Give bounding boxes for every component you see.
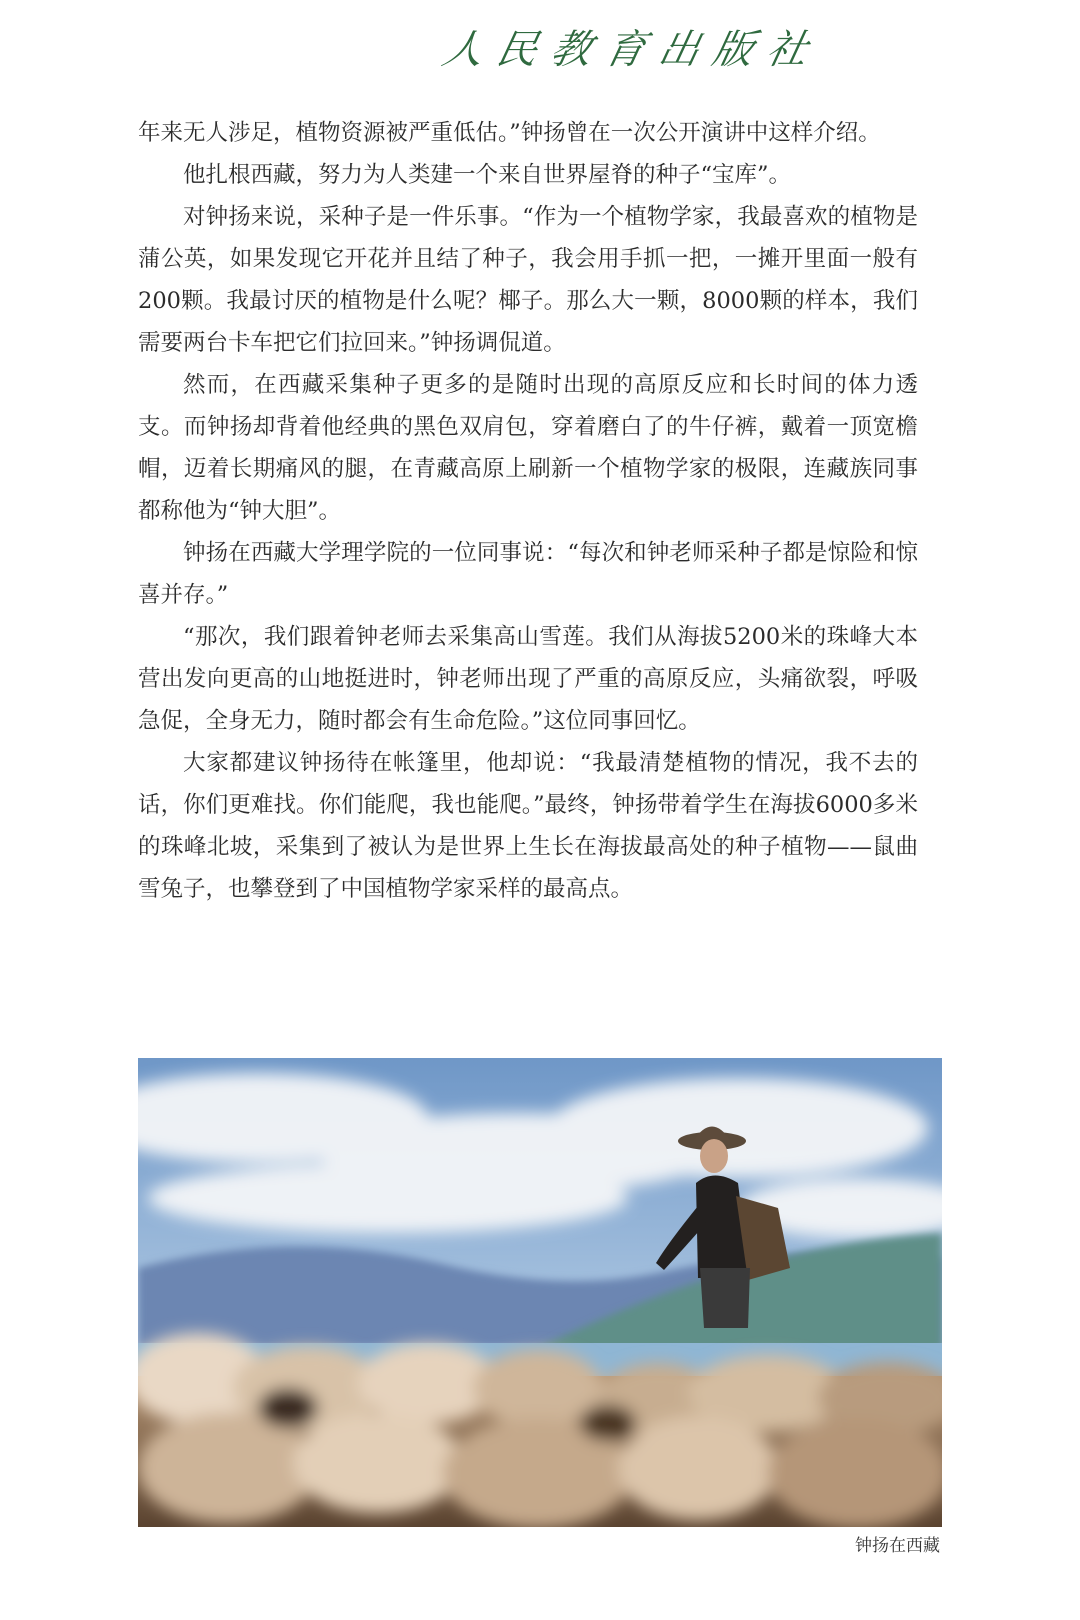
paragraph: 对钟扬来说，采种子是一件乐事。“作为一个植物学家，我最喜欢的植物是蒲公英，如果发现它开花并且结了种子，我会用手抓一把，一摊开里面一般有200颗。我最讨厌的植物是什么呢？椰子。那么大一颗，8000颗的样本，我们需要两台卡车把它们拉回来。”钟扬调侃道。 <box>138 204 918 356</box>
paragraph: 他扎根西藏，努力为人类建一个来自世界屋脊的种子“宝库”。 <box>183 162 792 188</box>
page-header <box>0 0 1080 110</box>
photo-man-with-sheep <box>138 1058 942 1527</box>
paragraph: 然而，在西藏采集种子更多的是随时出现的高原反应和长时间的体力透支。而钟扬却背着他经典的黑色双肩包，穿着磨白了的牛仔裤，戴着一顶宽檐帽，迈着长期痛风的腿，在青藏高原上刷新一个植物学家的极限，连藏族同事都称他为“钟大胆”。 <box>138 372 918 524</box>
paragraph: 钟扬在西藏大学理学院的一位同事说：“每次和钟老师采种子都是惊险和惊喜并存。” <box>138 540 918 608</box>
paragraph: 年来无人涉足，植物资源被严重低估。”钟扬曾在一次公开演讲中这样介绍。 <box>138 120 881 146</box>
article-body <box>138 112 918 910</box>
paragraph: “那次，我们跟着钟老师去采集高山雪莲。我们从海拔5200米的珠峰大本营出发向更高的山地挺进时，钟老师出现了严重的高原反应，头痛欲裂，呼吸急促，全身无力，随时都会有生命危险。”这位同事回忆。 <box>138 624 918 734</box>
paragraph: 大家都建议钟扬待在帐篷里，他却说：“我最清楚植物的情况，我不去的话，你们更难找。你们能爬，我也能爬。”最终，钟扬带着学生在海拔6000多米的珠峰北坡，采集到了被认为是世界上生长在海拔最高处的种子植物——鼠曲雪兔子，也攀登到了中国植物学家采样的最高点。 <box>138 750 918 902</box>
photo-caption: 钟扬在西藏 <box>855 1536 940 1556</box>
publisher-logo: 人民教育出版社 <box>438 27 827 73</box>
